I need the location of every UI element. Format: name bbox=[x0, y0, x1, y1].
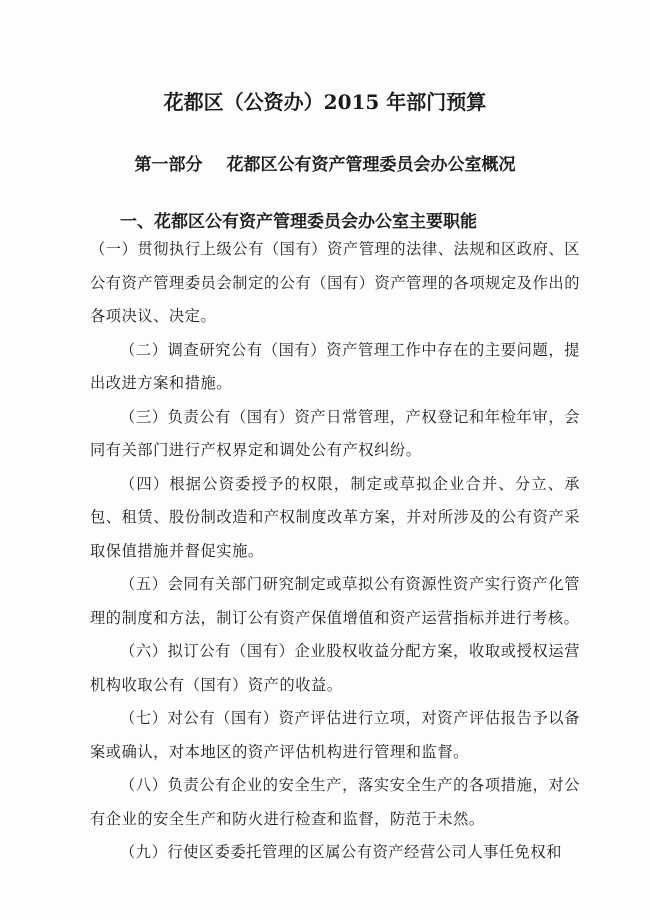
paragraph-2: （二）调查研究公有（国有）资产管理工作中存在的主要问题，提出改进方案和措施。 bbox=[90, 340, 580, 392]
paragraph-9: （九）行使区委委托管理的区属公有资产经营公司人事任免权和 bbox=[120, 843, 563, 861]
paragraph-4: （四）根据公资委授予的权限，制定或草拟企业合并、分立、承包、租赁、股份制改造和产权制度改革方案，并对所涉及的公有资产采取保值措施并督促实施。 bbox=[90, 474, 580, 560]
paragraph-8: （八）负责公有企业的安全生产，落实安全生产的各项措施，对公有企业的安全生产和防火进行检查和监督，防范于未然。 bbox=[90, 776, 580, 828]
part-label: 第一部分 bbox=[134, 155, 203, 175]
paragraph-5: （五）会同有关部门研究制定或草拟公有资源性资产实行资产化管理的制度和方法，制订公有资产保值增值和资产运营指标并进行考核。 bbox=[90, 575, 580, 627]
paragraph-3: （三）负责公有（国有）资产日常管理，产权登记和年检年审，会同有关部门进行产权界定和调处公有产权纠纷。 bbox=[90, 407, 580, 459]
part-heading bbox=[0, 150, 650, 175]
part-title: 花都区公有资产管理委员会办公室概况 bbox=[226, 155, 516, 175]
paragraph-7: （七）对公有（国有）资产评估进行立项，对资产评估报告予以备案或确认，对本地区的资产评估机构进行管理和监督。 bbox=[90, 709, 580, 761]
section-title: 一、花都区公有资产管理委员会办公室主要职能 bbox=[120, 212, 477, 232]
document-title: 花都区（公资办）2015 年部门预算 bbox=[163, 90, 487, 114]
paragraph-6: （六）拟订公有（国有）企业股权收益分配方案，收取或授权运营机构收取公有（国有）资产的收益。 bbox=[90, 642, 580, 694]
paragraph-1: （一）贯彻执行上级公有（国有）资产管理的法律、法规和区政府、区公有资产管理委员会制定的公有（国有）资产管理的各项规定及作出的各项决议、决定。 bbox=[90, 240, 580, 325]
body-text bbox=[90, 233, 580, 870]
